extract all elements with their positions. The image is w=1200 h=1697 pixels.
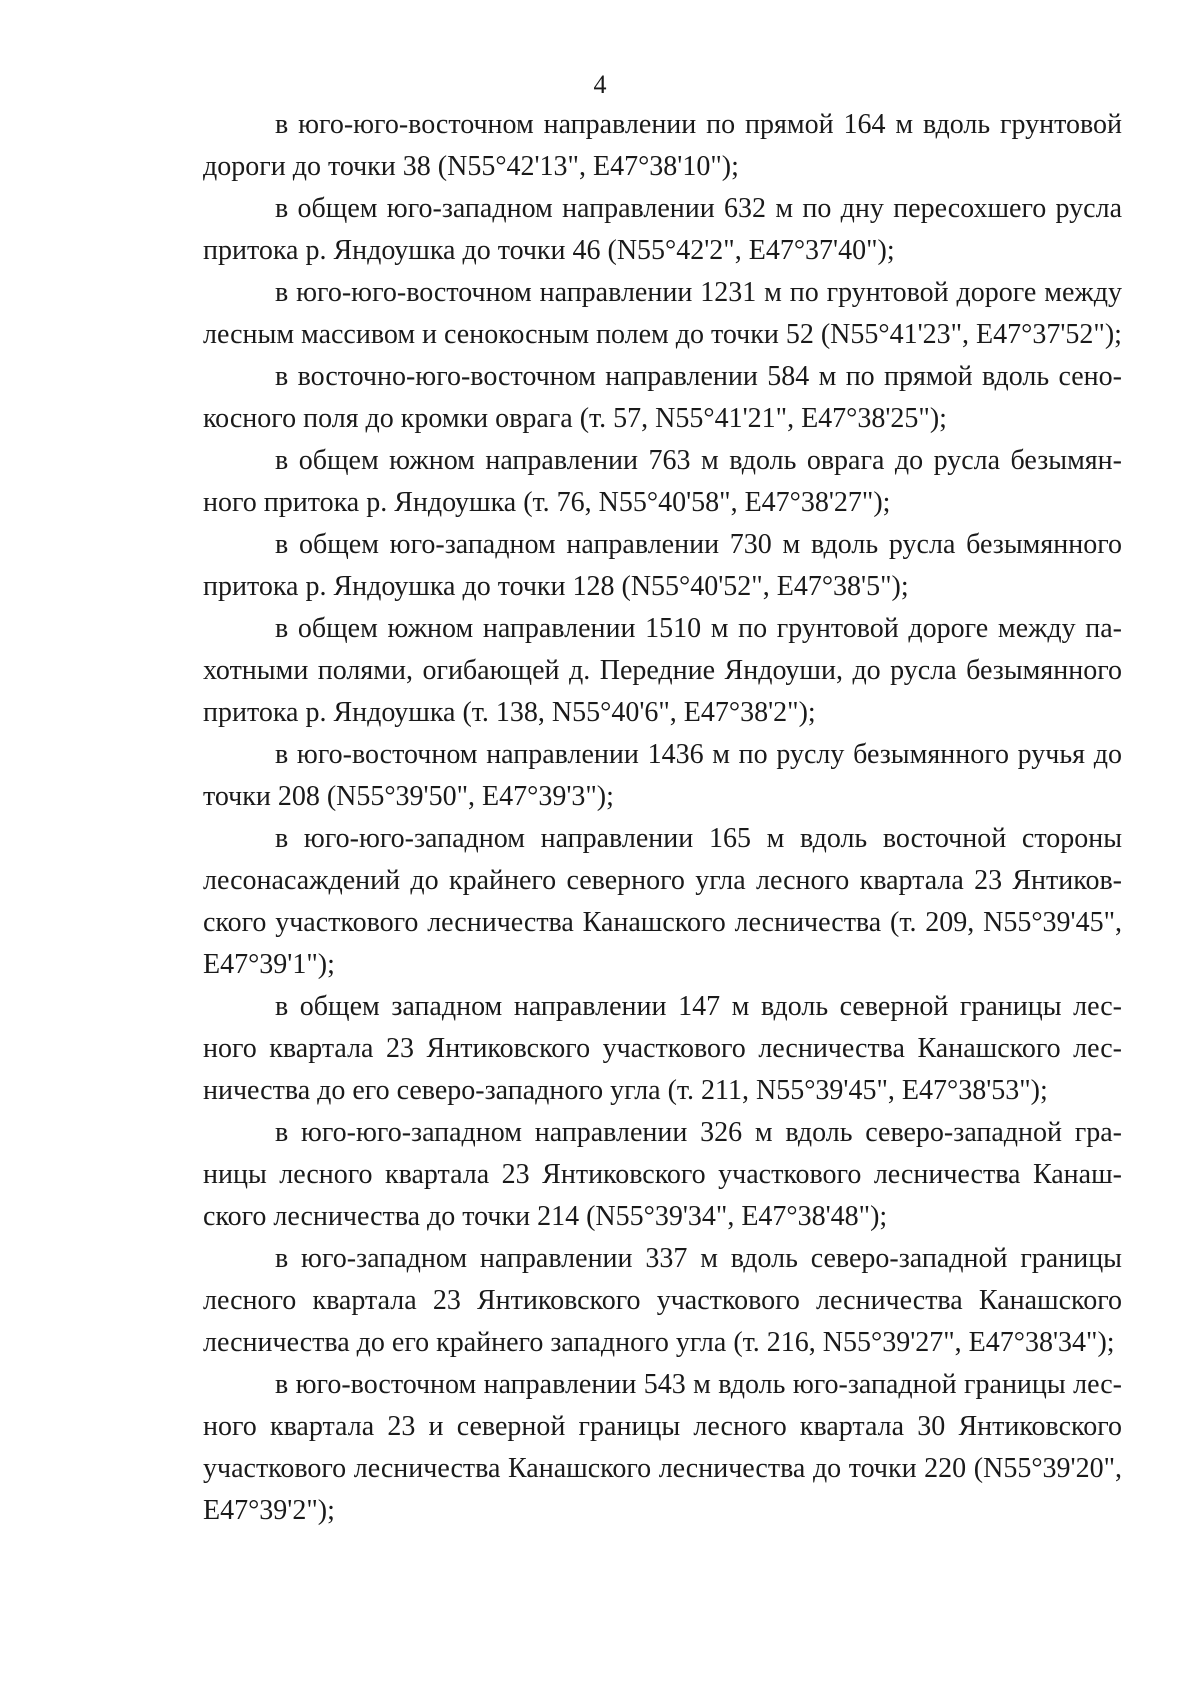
body-text <box>203 104 1122 1532</box>
paragraph-11: в юго-юго-западном направлении 326 м вдоль северо-западной границы лесного квартала 23 Янтиковского участкового лесничества Канашского лесничества до точки 214 (N55°39'34", E47°38'48"); <box>203 1117 1122 1232</box>
paragraph-8: в юго-восточном направлении 1436 м по руслу безымянного ручья до точки 208 (N55°39'50", E47°39'3"); <box>203 739 1122 812</box>
paragraph-12: в юго-западном направлении 337 м вдоль северо-западной границы лесного квартала 23 Янтиковского участкового лесничества Канашского лесничества до его крайнего западного угла (т. 216, N55°39'27", E47°38'34"); <box>203 1243 1122 1358</box>
paragraph-5: в общем южном направлении 763 м вдоль оврага до русла безымянного притока р. Яндоушка (т. 76, N55°40'58", E47°38'27"); <box>203 445 1122 518</box>
paragraph-9: в юго-юго-западном направлении 165 м вдоль восточной стороны лесонасаждений до крайнего северного угла лесного квартала 23 Янтиковского участкового лесничества Канашского лесничества (т. 209, N55°39'45", E47°39'1"); <box>203 823 1122 980</box>
paragraph-10: в общем западном направлении 147 м вдоль северной границы лесного квартала 23 Янтиковского участкового лесничества Канашского лесничества до его северо-западного угла (т. 211, N55°39'45", E47°38'53"); <box>203 991 1122 1106</box>
paragraph-3: в юго-юго-восточном направлении 1231 м по грунтовой дороге между лесным массивом и сенокосным полем до точки 52 (N55°41'23", E47°37'52"); <box>203 277 1122 350</box>
paragraph-7: в общем южном направлении 1510 м по грунтовой дороге между пахотными полями, огибающей д. Передние Яндоуши, до русла безымянного притока р. Яндоушка (т. 138, N55°40'6", E47°38'2"); <box>203 613 1122 728</box>
paragraph-6: в общем юго-западном направлении 730 м вдоль русла безымянного притока р. Яндоушка до точки 128 (N55°40'52", E47°38'5"); <box>203 529 1122 602</box>
paragraph-4: в восточно-юго-восточном направлении 584 м по прямой вдоль сенокосного поля до кромки оврага (т. 57, N55°41'21", E47°38'25"); <box>203 361 1122 434</box>
paragraph-1: в юго-юго-восточном направлении по прямой 164 м вдоль грунтовой дороги до точки 38 (N55°42'13", E47°38'10"); <box>203 109 1122 182</box>
paragraph-13: в юго-восточном направлении 543 м вдоль юго-западной границы лесного квартала 23 и северной границы лесного квартала 30 Янтиковского участкового лесничества Канашского лесничества до точки 220 (N55°39'20", E47°39'2"); <box>203 1369 1122 1526</box>
paragraph-2: в общем юго-западном направлении 632 м по дну пересохшего русла притока р. Яндоушка до точки 46 (N55°42'2", E47°37'40"); <box>203 193 1122 266</box>
page-number: 4 <box>593 70 607 99</box>
